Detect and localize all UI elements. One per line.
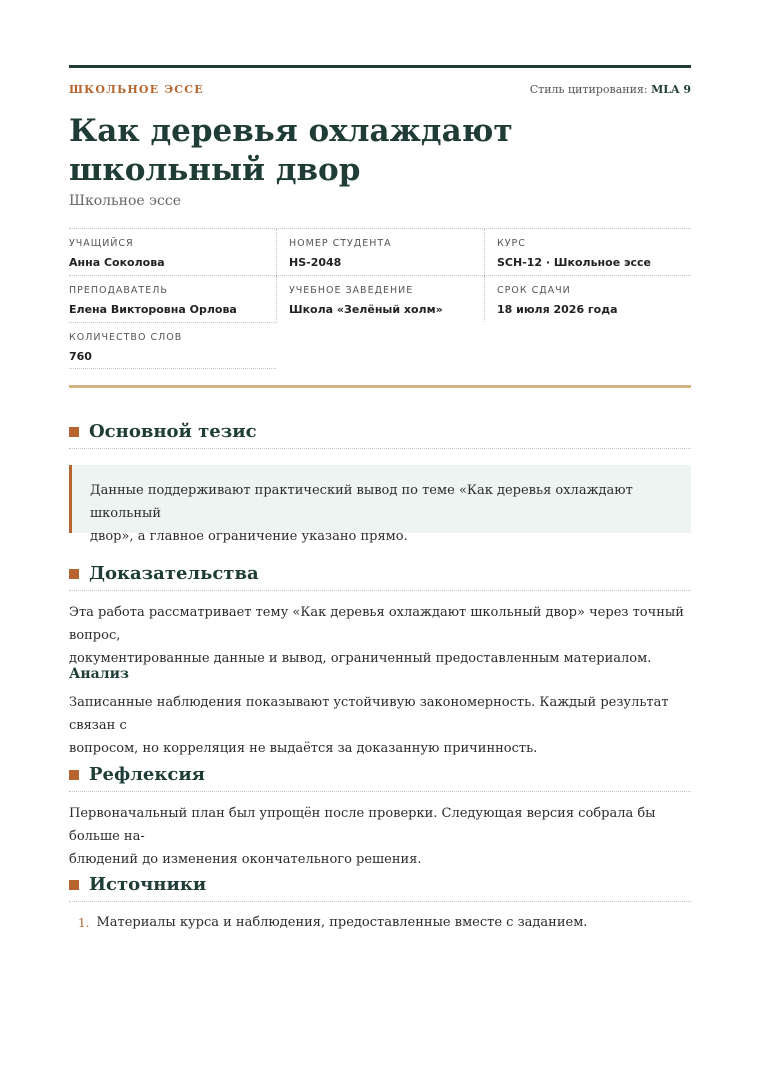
evidence-paragraph	[69, 601, 691, 670]
meta-row	[69, 322, 276, 369]
meta-value: SCH-12 · Школьное эссе	[497, 256, 652, 269]
subtitle: Школьное эссе	[69, 193, 181, 209]
meta-value: Елена Викторовна Орлова	[69, 303, 237, 316]
meta-student	[69, 229, 277, 275]
reflection-line-1: Первоначальный план был упрощён после проверки. Следующая версия собрала бы больше на-	[69, 806, 656, 844]
meta-course	[485, 229, 691, 275]
kicker: ШКОЛЬНОЕ ЭССЕ	[69, 83, 204, 96]
meta-table	[69, 228, 691, 369]
section-marker-icon	[69, 427, 79, 437]
meta-word-count	[69, 323, 182, 368]
title-line-1: Как деревья охлаждают	[69, 113, 513, 149]
section-thesis	[69, 421, 691, 449]
title-line-2: школьный двор	[69, 152, 361, 188]
meta-row	[69, 275, 691, 322]
meta-label: СРОК СДАЧИ	[497, 285, 571, 296]
header-row	[69, 83, 691, 96]
source-item: Материалы курса и наблюдения, предоставленные вместе с заданием.	[96, 915, 588, 930]
source-number: 1.	[78, 916, 90, 930]
section-marker-icon	[69, 770, 79, 780]
meta-value: 760	[69, 350, 92, 363]
analysis-heading: Анализ	[69, 666, 129, 682]
meta-row	[69, 228, 691, 275]
section-title: Источники	[89, 874, 207, 895]
citation-style	[530, 83, 691, 96]
section-title: Рефлексия	[89, 764, 205, 785]
evidence-line-2: документированные данные и вывод, ограниченный предоставленным материалом.	[69, 651, 652, 666]
reflection-paragraph	[69, 802, 691, 871]
top-rule	[69, 65, 691, 68]
sources-list	[78, 913, 587, 933]
meta-value: 18 июля 2026 года	[497, 303, 618, 316]
analysis-line-2: вопросом, но корреляция не выдаётся за доказанную причинность.	[69, 741, 538, 756]
section-evidence	[69, 563, 691, 591]
gold-rule	[69, 385, 691, 388]
section-marker-icon	[69, 569, 79, 579]
thesis-line-2: двор», а главное ограничение указано прямо.	[90, 529, 408, 544]
meta-value: Анна Соколова	[69, 256, 165, 269]
evidence-line-1: Эта работа рассматривает тему «Как деревья охлаждают школьный двор» через точный вопрос,	[69, 605, 684, 643]
meta-label: УЧАЩИЙСЯ	[69, 238, 134, 249]
meta-value: Школа «Зелёный холм»	[289, 303, 443, 316]
page-title	[69, 112, 629, 190]
meta-school	[277, 276, 485, 322]
thesis-line-1: Данные поддерживают практический вывод по теме «Как деревья охлаждают школьный	[90, 483, 633, 521]
section-marker-icon	[69, 880, 79, 890]
meta-teacher	[69, 276, 277, 322]
section-reflection	[69, 764, 691, 792]
section-sources	[69, 874, 691, 902]
meta-student-id	[277, 229, 485, 275]
meta-label: УЧЕБНОЕ ЗАВЕДЕНИЕ	[289, 285, 414, 296]
reflection-line-2: блюдений до изменения окончательного решения.	[69, 852, 422, 867]
analysis-line-1: Записанные наблюдения показывают устойчивую закономерность. Каждый результат связан с	[69, 695, 669, 733]
thesis-callout	[69, 465, 691, 544]
citation-label: Стиль цитирования:	[529, 83, 648, 96]
meta-label: ПРЕПОДАВАТЕЛЬ	[69, 285, 168, 296]
analysis-paragraph	[69, 691, 691, 760]
meta-label: НОМЕР СТУДЕНТА	[289, 238, 392, 249]
meta-value: HS-2048	[289, 256, 342, 269]
citation-value: MLA 9	[651, 83, 691, 96]
section-title: Основной тезис	[89, 421, 257, 442]
meta-label: КУРС	[497, 238, 526, 249]
meta-due-date	[485, 276, 691, 322]
section-title: Доказательства	[89, 563, 259, 584]
meta-label: КОЛИЧЕСТВО СЛОВ	[69, 332, 183, 343]
